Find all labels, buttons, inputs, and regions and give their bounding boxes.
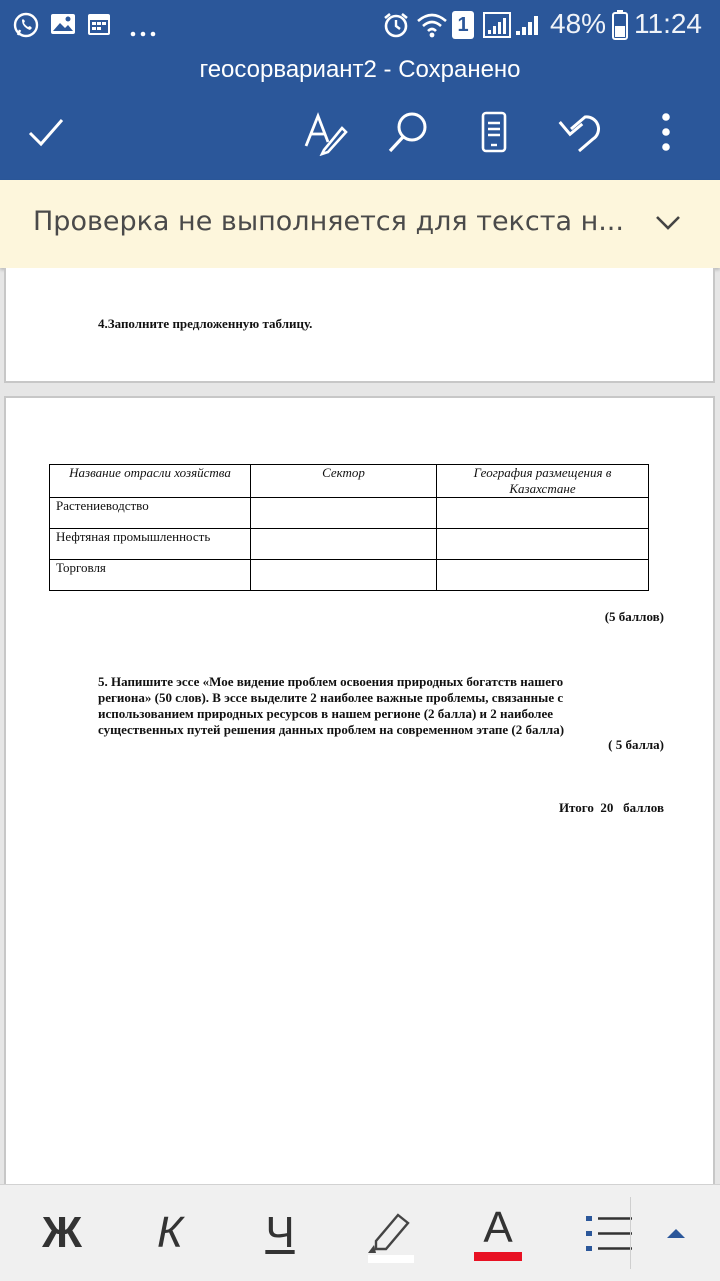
bold-button[interactable] [30,1185,94,1281]
gallery-icon [50,11,76,41]
bullet-list-icon [584,1212,632,1254]
font-color-bar [474,1252,522,1261]
table-header-row [50,465,649,498]
battery-icon [612,10,628,44]
reading-view-button[interactable] [468,106,520,158]
bold-label: Ж [42,1208,82,1257]
highlight-button[interactable] [358,1185,422,1281]
sim1-icon [452,11,474,39]
question-4-points: (5 баллов) [604,609,664,624]
table-cell[interactable] [437,560,649,591]
sim-label: 1 [457,14,469,36]
table-row [50,560,649,591]
text-format-button[interactable] [298,106,350,158]
done-button[interactable] [20,106,72,158]
chevron-down-icon[interactable] [650,204,686,240]
search-icon [385,109,431,155]
document-title: геосорвариант2 - Сохранено [199,56,521,83]
table-cell[interactable] [251,529,437,560]
italic-label: К [157,1208,183,1257]
done-check-icon [24,110,68,154]
question-5-points: ( 5 балла) [608,737,664,752]
proofing-banner[interactable] [0,180,720,268]
more-options-icon [660,112,672,152]
toolbar-divider [630,1197,631,1269]
question-4-text: 4.Заполните предложенную таблицу. [98,316,313,331]
signal-icon [482,11,546,43]
document-page[interactable] [4,268,715,383]
italic-button[interactable] [138,1185,202,1281]
alarm-icon [382,11,410,43]
underline-button[interactable] [248,1185,312,1281]
undo-icon [557,109,603,155]
table-cell[interactable]: Растениеводство [50,498,251,529]
document-page[interactable] [4,396,715,1196]
format-toolbar [0,1184,720,1281]
table-cell[interactable] [437,498,649,529]
table-header-cell[interactable]: Название отрасли хозяйства [50,465,251,498]
app-title-bar [0,50,720,180]
underline-label: Ч [265,1208,295,1257]
undo-button[interactable] [554,106,606,158]
highlighter-icon [362,1203,418,1263]
text-format-pen-icon [300,108,348,156]
industry-table[interactable] [49,464,649,591]
table-cell[interactable] [251,560,437,591]
expand-ribbon-button[interactable] [648,1185,704,1281]
proofing-banner-message: Проверка не выполняется для текста н... [33,206,624,237]
calendar-icon [86,11,112,41]
font-color-button[interactable] [466,1185,530,1281]
table-cell[interactable]: Торговля [50,560,251,591]
table-header-cell[interactable]: География размещения в Казахстане [437,465,649,498]
table-row [50,498,649,529]
reading-view-icon [476,109,512,155]
total-points: Итого 20 баллов [558,800,664,815]
table-cell[interactable] [251,498,437,529]
triangle-up-icon [665,1226,687,1240]
table-header-cell[interactable]: Сектор [251,465,437,498]
wifi-icon [416,11,448,43]
table-row [50,529,649,560]
search-button[interactable] [382,106,434,158]
table-cell[interactable] [437,529,649,560]
battery-percent: 48% [550,8,607,39]
status-bar [0,0,720,50]
table-cell[interactable]: Нефтяная промышленность [50,529,251,560]
whatsapp-icon [12,11,40,43]
more-dots-icon [130,22,158,41]
font-color-label: А [483,1202,513,1252]
highlight-color-bar [368,1255,414,1263]
clock: 11:24 [634,8,702,39]
question-5-text: 5. Напишите эссе «Мое видение проблем освоения природных богатств нашего региона» (50 слов). В эссе выделите 2 наиболее важные проблемы, связанные с использованием природных ресурсов в нашем регионе (2 балла) и 2 наиболее существенных путей решения данных проблем на современном этапе (2 балла) [98,674,565,737]
more-options-button[interactable] [640,106,692,158]
